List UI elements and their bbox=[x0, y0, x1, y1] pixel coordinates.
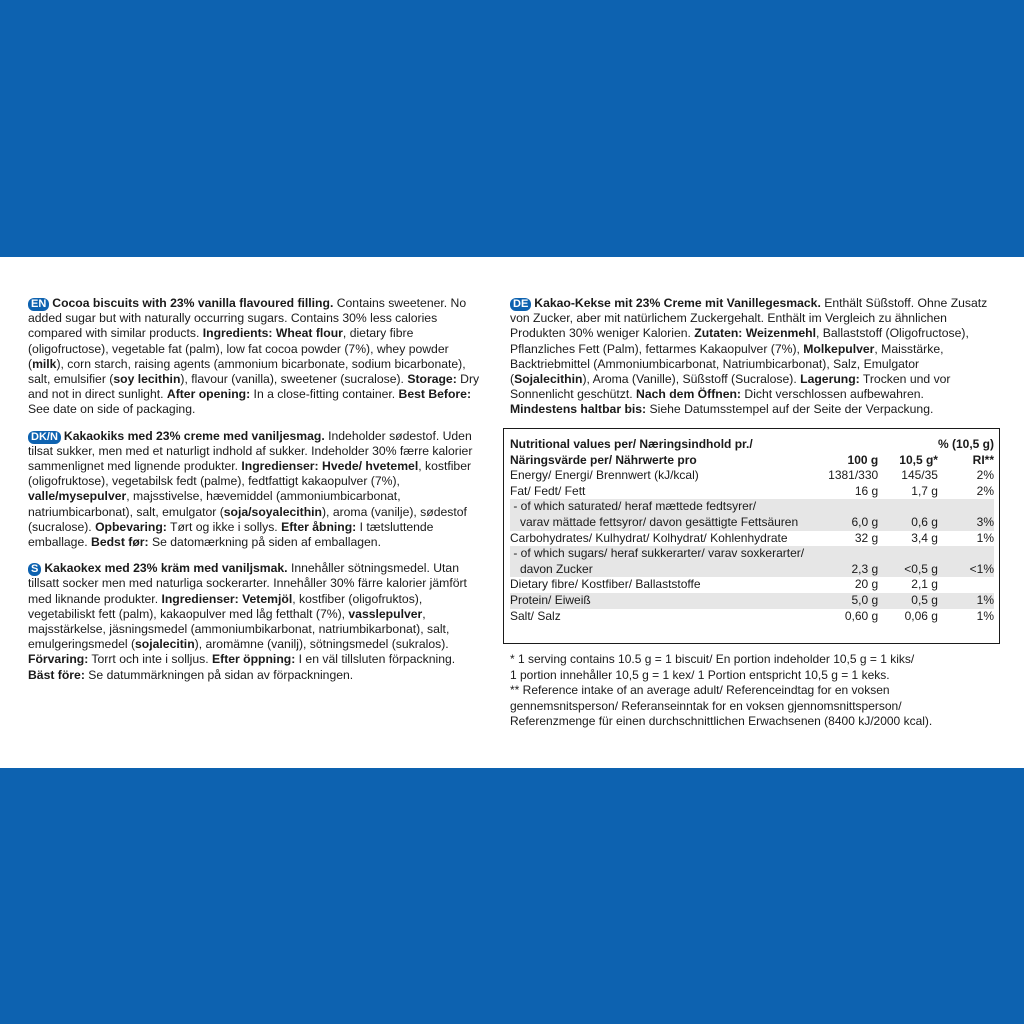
dk-text-1: Indeholder sødestof. Uden tilsat sukker, men med et naturligt indhold af sukker. Indeholder 30% færre kalorier sammenlignet med lignende produkter. bbox=[28, 428, 473, 474]
de-text-6: Dicht verschlossen aufbewahren. bbox=[741, 387, 924, 402]
de-text-7: Siehe Datumsstempel auf der Seite der Verpackung. bbox=[646, 402, 934, 417]
nutrition-header-row-1 bbox=[510, 437, 994, 453]
dk-ingredients-label: Ingredienser: bbox=[241, 459, 319, 474]
nutrition-value-100g: 2,3 g bbox=[804, 562, 878, 578]
se-storage-label: Förvaring: bbox=[28, 652, 89, 667]
nutrition-row bbox=[510, 593, 994, 609]
nutrition-value-serving: 2,1 g bbox=[911, 577, 938, 592]
dk-allergen-milk: valle/mysepulver bbox=[28, 489, 127, 504]
nutrition-value-ri: <1% bbox=[938, 562, 994, 578]
nutrition-value-100g: 6,0 g bbox=[804, 515, 878, 531]
nutrition-row bbox=[510, 515, 994, 531]
nutrition-value-ri bbox=[938, 577, 994, 593]
nutrition-value-serving: 1,7 g bbox=[911, 483, 938, 498]
nutrition-label: varav mättade fettsyror/ davon gesättigte Fettsäuren bbox=[510, 515, 804, 531]
nutrition-value-ri: 2% bbox=[976, 468, 994, 483]
de-text-5: Trocken und vor Sonnenlicht geschützt. bbox=[510, 372, 951, 402]
se-allergen-soy: sojalecitin bbox=[135, 637, 195, 652]
nutrition-value-serving bbox=[878, 499, 938, 515]
nutrition-value-100g: 0,60 g bbox=[844, 608, 879, 623]
de-best-label: Mindestens haltbar bis: bbox=[510, 402, 647, 417]
nutrition-value-100g: 1381/330 bbox=[828, 468, 879, 483]
dk-title: Kakaokiks med 23% creme med vaniljesmag. bbox=[63, 428, 325, 443]
dk-text-6: I tætsluttende emballage. bbox=[28, 519, 434, 550]
nutrition-value-100g bbox=[804, 499, 878, 515]
nutrition-label: davon Zucker bbox=[510, 562, 804, 578]
en-paragraph bbox=[28, 296, 480, 418]
dk-storage-label: Opbevaring: bbox=[95, 519, 167, 534]
footnote-line: ** Reference intake of an average adult/ Referenceindtag for en voksen bbox=[510, 683, 890, 698]
nutrition-header-label: Nutritional values per/ Næringsindhold pr./ bbox=[510, 437, 753, 451]
nutrition-label: - of which sugars/ heraf sukkerarter/ varav soxkerarter/ bbox=[510, 546, 805, 561]
footnote-line: 1 portion innehåller 10,5 g = 1 kex/ 1 Portion entspricht 10,5 g = 1 keks. bbox=[510, 667, 890, 682]
nutrition-row bbox=[510, 562, 994, 578]
nutrition-row bbox=[510, 531, 994, 547]
de-allergen-milk: Molkepulver bbox=[803, 341, 875, 356]
nutrition-header-c3 bbox=[878, 437, 938, 453]
nutrition-header-row-2 bbox=[510, 453, 994, 469]
top-blue-band bbox=[0, 0, 1024, 257]
se-allergen-wheat: Vetemjöl bbox=[242, 591, 293, 606]
nutrition-value-ri bbox=[938, 546, 994, 562]
de-allergen-soy: Sojalecithin bbox=[514, 372, 583, 387]
nutrition-label: Carbohydrates/ Kulhydrat/ Kolhydrat/ Kohlenhydrate bbox=[510, 530, 788, 545]
nutrition-value-serving: 0,5 g bbox=[878, 593, 938, 609]
nutrition-value-ri: 3% bbox=[938, 515, 994, 531]
de-storage-label: Lagerung: bbox=[800, 372, 860, 387]
language-tag-se: S bbox=[28, 563, 41, 576]
en-text-2: , dietary fibre (oligofructose), vegetable fat (palm), low fat cocoa powder (7%), whey powder ( bbox=[28, 326, 449, 371]
de-after-label: Nach dem Öffnen: bbox=[636, 387, 741, 402]
dk-best-label: Bedst før: bbox=[91, 535, 149, 550]
se-text-1: Innehåller sötningsmedel. Utan tillsatt socker men med naturliga sockerarter. Innehåller 30% färre kalorier jämfört med liknande produkter. bbox=[28, 561, 467, 606]
language-tag-dk: DK/N bbox=[28, 431, 61, 444]
se-text-4: ), aromämne (vanilj), sötningsmedel (sukralos). bbox=[194, 637, 449, 652]
en-text-4: ), flavour (vanilla), sweetener (sucralose). bbox=[180, 372, 408, 387]
nutrition-value-100g: 16 g bbox=[854, 483, 879, 498]
nutrition-value-100g: 32 g bbox=[854, 530, 879, 545]
nutrition-value-ri: 1% bbox=[976, 608, 994, 623]
en-text-3: ), corn starch, raising agents (ammonium bicarbonate, sodium bicarbonate), salt, emulsifier ( bbox=[28, 356, 466, 387]
de-allergen-wheat: Weizenmehl bbox=[745, 326, 816, 341]
dk-text-3: , majsstivelse, hævemiddel (ammoniumbicarbonat, natriumbicarbonat), salt, emulgator ( bbox=[28, 489, 401, 519]
nutrition-value-serving: 3,4 g bbox=[911, 530, 938, 545]
en-ingredients-label: Ingredients: bbox=[202, 326, 273, 341]
dk-text-7: Se datomærkning på siden af emballagen. bbox=[148, 535, 381, 550]
footnote-line: gennemsnitsperson/ Referanseinntak for en voksen gjennomsnittsperson/ bbox=[510, 698, 902, 713]
se-title: Kakaokex med 23% kräm med vaniljsmak. bbox=[44, 561, 288, 576]
footnotes bbox=[510, 652, 980, 730]
de-title: Kakao-Kekse mit 23% Creme mit Vanillegesmack. bbox=[534, 296, 821, 310]
nutrition-row bbox=[510, 468, 994, 484]
en-best-label: Best Before: bbox=[398, 387, 472, 402]
se-after-label: Efter öppning: bbox=[212, 652, 296, 667]
nutrition-value-ri bbox=[938, 499, 994, 515]
language-tag-de: DE bbox=[510, 298, 531, 311]
dk-paragraph bbox=[28, 429, 480, 551]
se-best-label: Bäst före: bbox=[28, 667, 85, 682]
se-text-3: , majsstärkelse, jäsningsmedel (ammoniumbikarbonat, natriumbikarbonat), salt, emulgeringsmedel ( bbox=[28, 606, 450, 652]
dk-text-4: ), aroma (vanilje), sødestof (sucralose). bbox=[28, 504, 467, 534]
nutrition-value-100g: 20 g bbox=[854, 577, 879, 592]
de-text-3: , Maisstärke, Backtriebmittel (Ammoniumbicarbonat, Natriumbicarbonat), Salz, Emulgator ( bbox=[510, 341, 944, 387]
en-allergen-soy: soy lecithin bbox=[113, 372, 181, 387]
de-paragraph bbox=[510, 296, 990, 418]
dk-after-label: Efter åbning: bbox=[281, 519, 357, 534]
nutrition-value-ri: 1% bbox=[938, 593, 994, 609]
de-text-2: , Ballaststoff (Oligofructose), Pflanzliches Fett (Palm), fettarmes Kakaopulver (7%), bbox=[510, 326, 969, 356]
nutrition-label: Fat/ Fedt/ Fett bbox=[510, 483, 586, 498]
en-text-5: Dry and not in direct sunlight. bbox=[28, 372, 480, 402]
en-allergen-wheat: Wheat flour bbox=[275, 326, 343, 341]
dk-allergen-soy: soja/soyalecithin bbox=[223, 504, 322, 519]
dk-allergen-wheat: Hvede/ hvetemel bbox=[322, 459, 419, 474]
nutrition-value-serving: 0,06 g bbox=[904, 608, 938, 623]
en-storage-label: Storage: bbox=[407, 372, 457, 387]
se-ingredients-label: Ingredienser: bbox=[161, 591, 239, 606]
footnote-line: * 1 serving contains 10.5 g = 1 biscuit/ En portion indeholder 10,5 g = 1 kiks/ bbox=[510, 652, 915, 666]
nutrition-value-serving: <0,5 g bbox=[878, 562, 938, 578]
nutrition-table-box bbox=[503, 428, 1000, 644]
en-after-label: After opening: bbox=[166, 387, 251, 402]
right-column bbox=[510, 296, 990, 429]
nutrition-row bbox=[510, 499, 994, 515]
de-ingredients-label: Zutaten: bbox=[694, 326, 743, 341]
nutrition-row bbox=[510, 577, 994, 593]
nutrition-label: Dietary fibre/ Kostfiber/ Ballaststoffe bbox=[510, 577, 701, 592]
nutrition-value-serving: 145/35 bbox=[901, 468, 938, 483]
nutrition-table bbox=[510, 437, 994, 624]
se-paragraph bbox=[28, 561, 480, 683]
nutrition-value-ri: 2% bbox=[976, 483, 994, 498]
bottom-blue-band bbox=[0, 768, 1024, 1024]
nutrition-label: - of which saturated/ heraf mættede fedtsyrer/ bbox=[510, 499, 804, 515]
nutrition-header-ri: RI** bbox=[972, 452, 994, 467]
nutrition-header-per-100g: 100 g bbox=[847, 452, 879, 467]
de-text-1: Enthält Süßstoff. Ohne Zusatz von Zucker, aber mit natürlichem Zuckergehalt. Enthält im Vergleich zu ähnlichen Produkten 30% weniger Kalorien. bbox=[510, 296, 988, 341]
nutrition-header-c4: % (10,5 g) bbox=[937, 437, 994, 451]
se-text-2: , kostfiber (oligofruktos), vegetabiliskt fett (palm), kakaopulver med låg fetthalt (7%), bbox=[28, 591, 423, 621]
se-text-6: I en väl tillsluten förpackning. bbox=[295, 652, 456, 667]
left-column bbox=[28, 296, 480, 694]
nutrition-value-ri: 1% bbox=[976, 530, 994, 545]
footnote-line: Referenzmenge für einen durchschnittlichen Erwachsenen (8400 kJ/2000 kcal). bbox=[510, 714, 933, 729]
nutrition-label: Energy/ Energi/ Brennwert (kJ/kcal) bbox=[510, 468, 699, 483]
dk-text-5: Tørt og ikke i sollys. bbox=[166, 519, 282, 534]
nutrition-row bbox=[510, 546, 994, 562]
language-tag-en: EN bbox=[28, 298, 49, 311]
nutrition-row bbox=[510, 609, 994, 625]
en-text-6: In a close-fitting container. bbox=[250, 387, 399, 402]
se-text-7: Se datummärkningen på sidan av förpackningen. bbox=[84, 667, 354, 682]
nutrition-label: Protein/ Eiweiß bbox=[510, 593, 804, 609]
nutrition-value-100g bbox=[804, 546, 878, 562]
nutrition-label: Salt/ Salz bbox=[510, 608, 561, 623]
dk-text-2: , kostfiber (oligofruktose), vegetabilsk fedt (palme), fedtfattigt kakaopulver (7%), bbox=[28, 459, 472, 489]
nutrition-value-100g: 5,0 g bbox=[804, 593, 878, 609]
de-text-4: ), Aroma (Vanille), Süßstoff (Sucralose). bbox=[582, 372, 801, 387]
en-text-7: See date on side of packaging. bbox=[28, 402, 196, 417]
se-text-5: Torrt och inte i solljus. bbox=[88, 652, 212, 667]
en-text-1: Contains sweetener. No added sugar but with naturally occurring sugars. Contains 30% less calories compared with similar products. bbox=[28, 296, 467, 341]
nutrition-header-per-serving: 10,5 g* bbox=[899, 452, 938, 467]
en-title: Cocoa biscuits with 23% vanilla flavoured filling. bbox=[52, 296, 334, 310]
nutrition-header-c2 bbox=[804, 437, 878, 453]
nutrition-value-serving bbox=[878, 546, 938, 562]
nutrition-value-serving: 0,6 g bbox=[878, 515, 938, 531]
nutrition-header-label: Näringsvärde per/ Nährwerte pro bbox=[510, 452, 697, 467]
nutrition-row bbox=[510, 484, 994, 500]
se-allergen-milk: vasslepulver bbox=[348, 606, 423, 621]
en-allergen-milk: milk bbox=[32, 356, 57, 371]
